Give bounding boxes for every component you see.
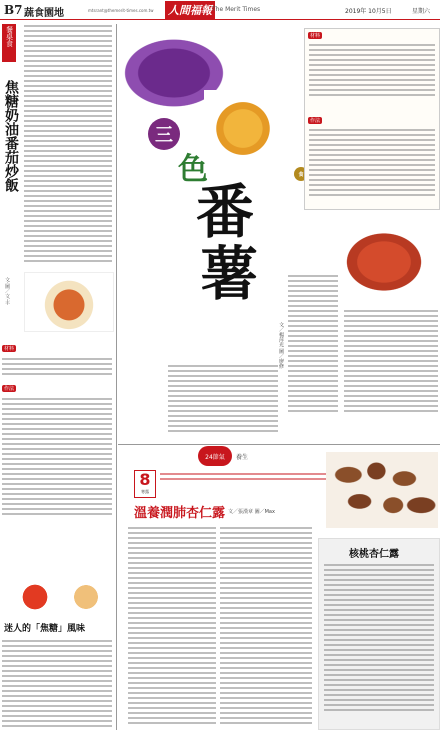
feature-body-left [168, 362, 278, 437]
feature-body-right [344, 307, 438, 437]
newspaper-logo-en: The Merit Times [212, 6, 261, 13]
header-rule [0, 19, 440, 20]
recipe-method-text [309, 126, 435, 199]
bottom-section [118, 446, 440, 732]
method-label: 作法 [4, 386, 15, 392]
issue-date: 2019年 10月5日 [345, 8, 392, 15]
materials-label: 材料 [4, 346, 15, 352]
solar-term-bubble [198, 446, 232, 466]
page-header [0, 0, 440, 20]
fried-rice-photo [24, 272, 114, 332]
issue-weekday: 星期六 [412, 8, 431, 15]
section-divider [118, 444, 440, 445]
section-name: 蔬食園地 [24, 8, 64, 19]
bottom-headline: 溫養潤肺杏仁露 [134, 506, 226, 521]
almond-photo [326, 452, 438, 528]
left-column [2, 22, 114, 342]
kicker-text: 餐桌食 [5, 26, 14, 47]
caramel-photo [62, 580, 110, 614]
left-bottom-column [2, 345, 114, 730]
materials-text [2, 355, 112, 378]
title-big-1: 番 [196, 178, 255, 246]
main-byline: 文／楊萍光 圖／廖修 [278, 322, 284, 369]
newspaper-logo: 人間福報 [165, 1, 215, 19]
title-three: 三 [155, 125, 173, 146]
article-body [24, 22, 112, 262]
bottom-byline: 文／張漢章 圖／Max [228, 509, 275, 515]
orange-potato-photo [332, 222, 436, 302]
tomato-photo [14, 580, 56, 614]
bottom-body-col2 [220, 524, 312, 724]
caramel-caption: 迷人的「焦糖」風味 [4, 624, 86, 634]
caramel-body [2, 637, 112, 730]
method-text [2, 395, 112, 518]
feature-body-center [288, 272, 338, 432]
feature-area [118, 22, 440, 442]
issue-label: 寒露 [141, 489, 149, 494]
solar-term-label: 24節氣 [205, 453, 225, 461]
url-line: mtsrant@themerit-times.com.tw [88, 8, 154, 13]
almond-recipe-title: 核桃杏仁露 [349, 549, 399, 560]
recipe-box-top [304, 28, 440, 210]
yellow-potato-photo [204, 90, 282, 160]
tag-bubble-3: 食 [294, 167, 308, 181]
recipe-method-label: 作法 [310, 118, 321, 124]
title-color: 色 [178, 152, 208, 187]
issue-calendar [134, 470, 156, 498]
almond-recipe-text [324, 561, 434, 714]
article-headline: 焦糖奶油番茄炒飯 [3, 80, 19, 192]
kicker-tag [2, 24, 16, 62]
recipe-materials-label: 材料 [310, 33, 321, 39]
title-three-bubble [148, 118, 180, 150]
page-number: B7 [4, 3, 23, 17]
almond-recipe-box [318, 538, 440, 730]
solar-term-sub: 養生 [236, 454, 249, 461]
recipe-materials-text [309, 41, 435, 99]
bottom-intro [160, 470, 330, 483]
bottom-body-col1 [128, 524, 216, 724]
column-divider [116, 24, 117, 730]
issue-day: 8 [139, 470, 151, 489]
article-byline: 文·圖／文·丰 [4, 277, 10, 306]
title-big-2: 薯 [200, 240, 259, 308]
